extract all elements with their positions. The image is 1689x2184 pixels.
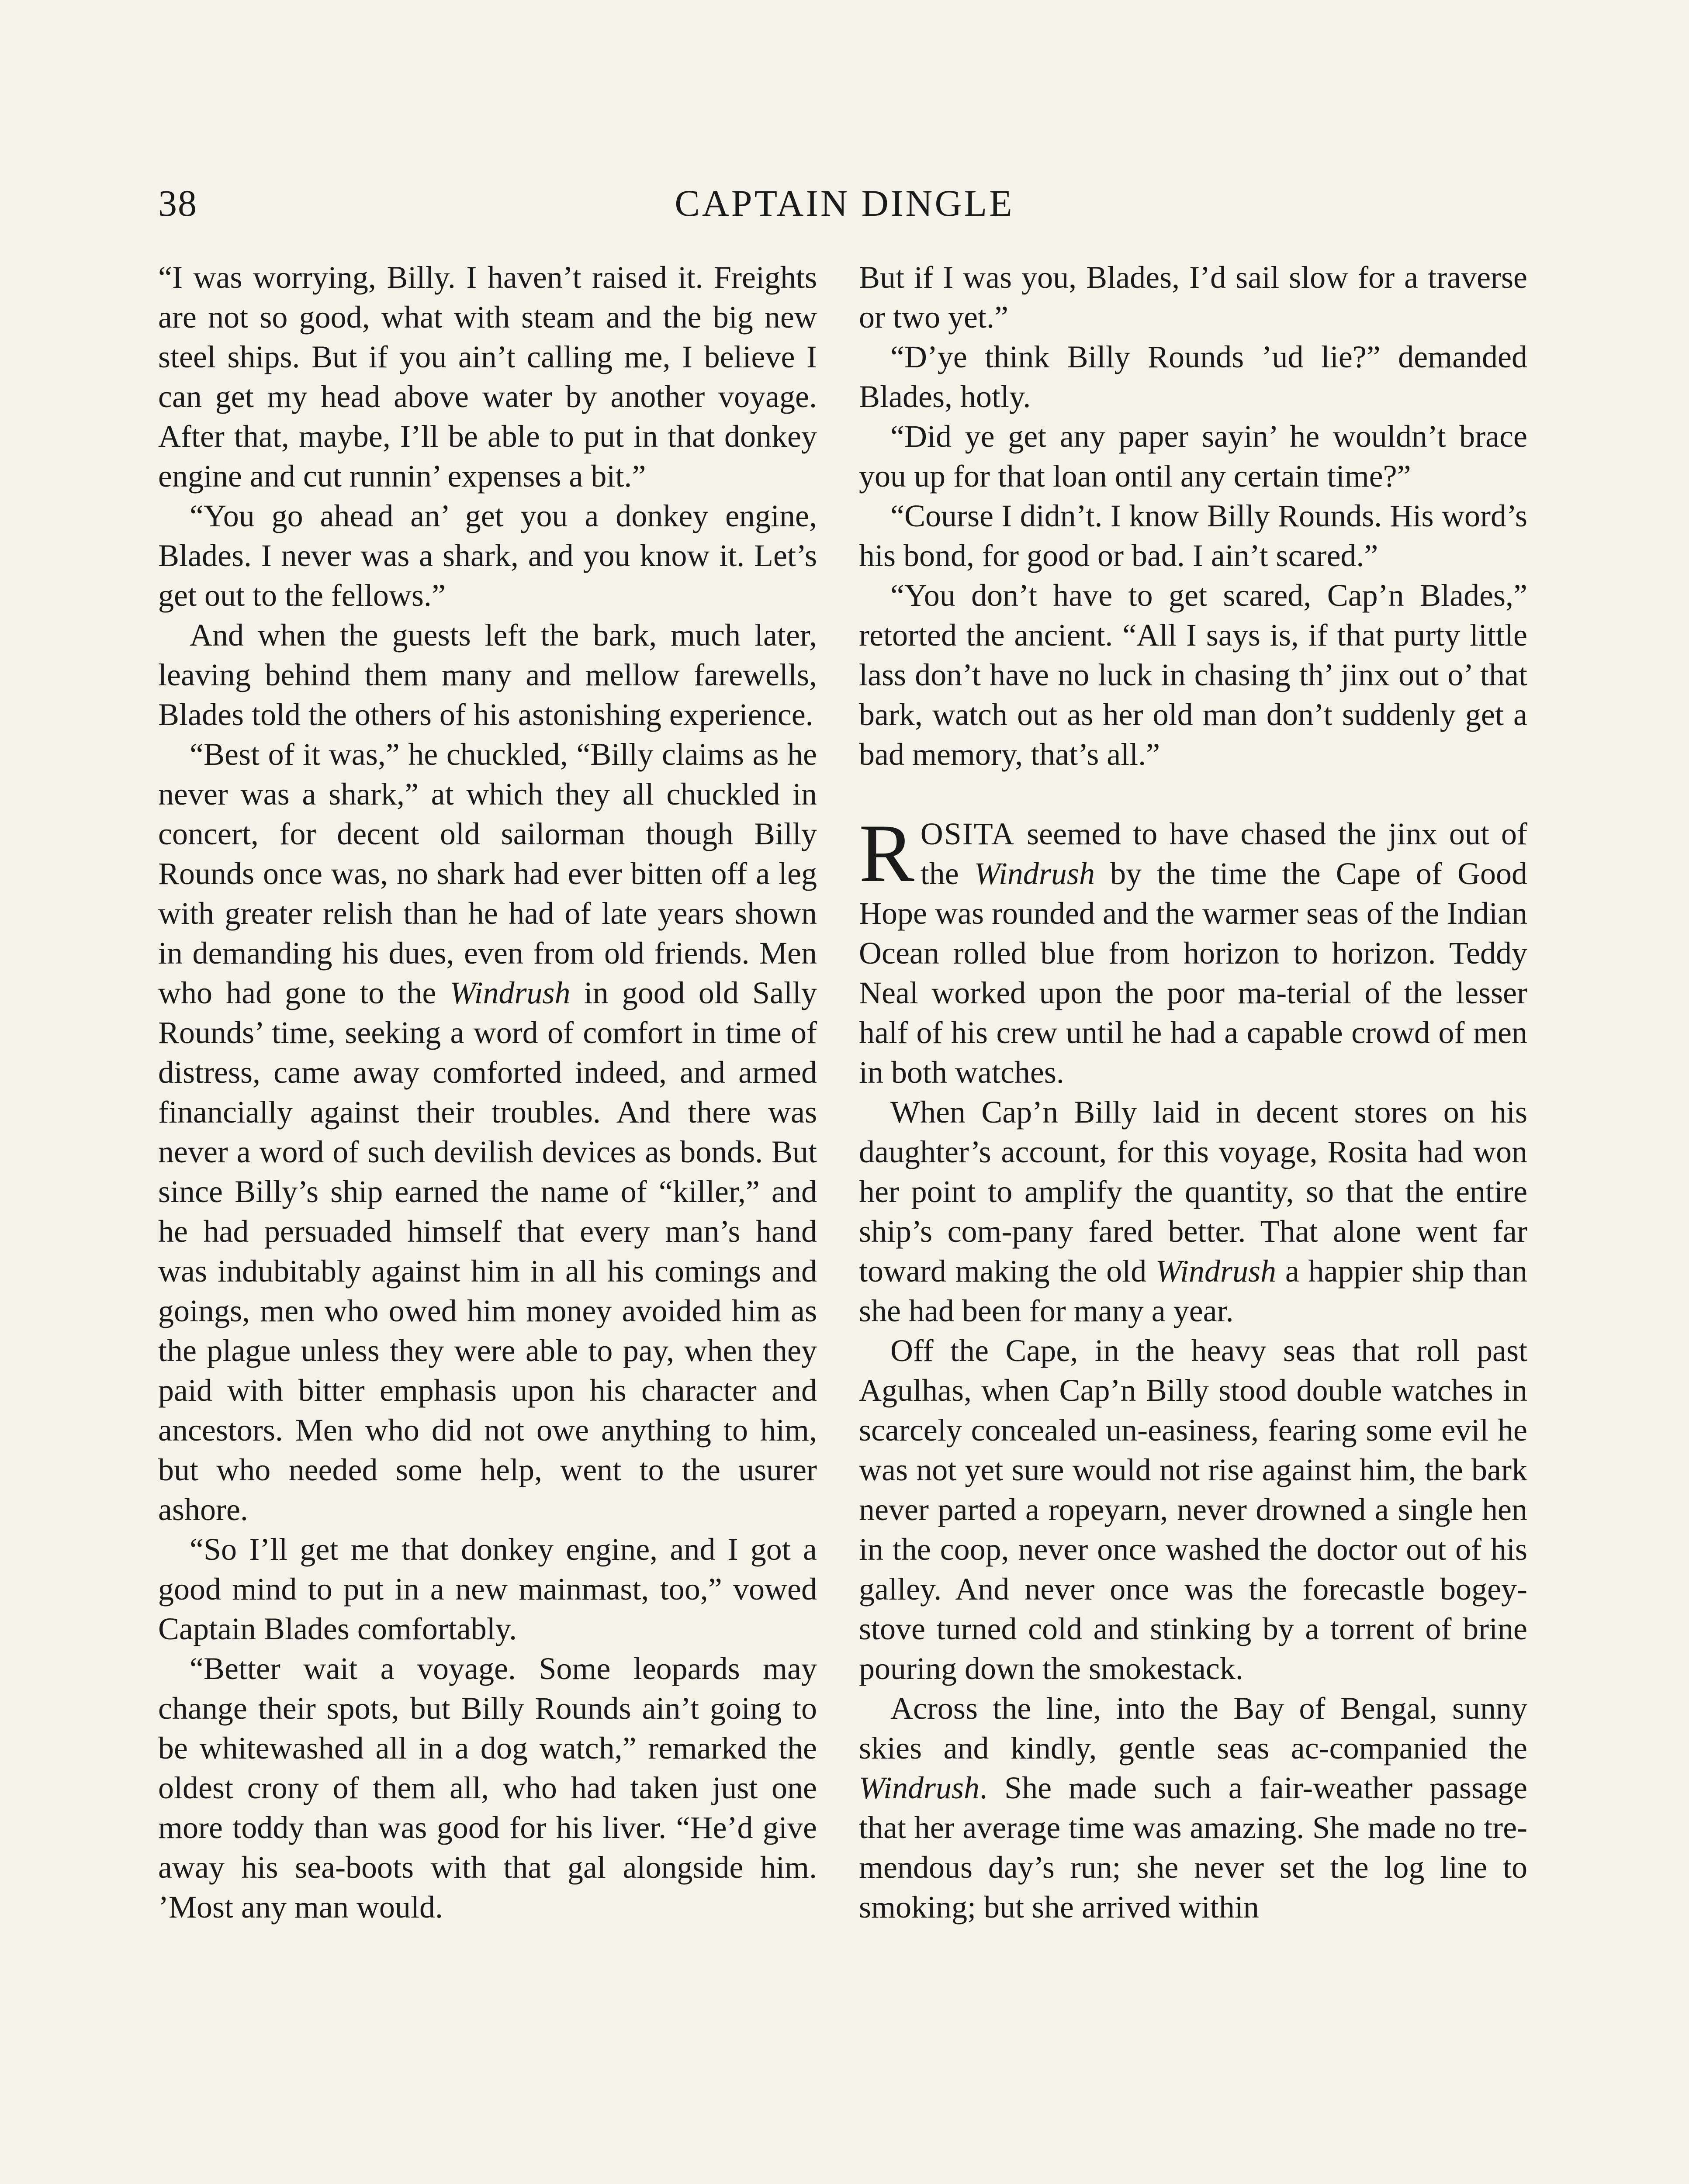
text-run: by the time the Cape of Good Hope was rounded and the warmer seas of the Indian Ocean rolled blue from horizon to horizon. Teddy Neal worked upon the poor ma-terial of the lesser half of his crew until he had a capable crowd of men in both watches. [859, 856, 1527, 1090]
text-run: in good old Sally Rounds’ time, seeking a word of comfort in time of distress, came away comforted indeed, and armed financially against their troubles. And there was never a word of such devilish devices as bonds. But since Billy’s ship earned the name of “killer,” and he had persuaded himself that every man’s hand was indubitably against him in all his comings and goings, men who owed him money avoided him as the plague unless they were able to pay, when they paid with bitter emphasis upon his character and ancestors. Men who did not owe anything to him, but who needed some help, went to the usurer ashore. [158, 975, 817, 1527]
text-run: a happier ship than she had been for many a year. [859, 1254, 1527, 1328]
paragraph: “Did ye get any paper sayin’ he wouldn’t brace you up for that loan ontil any certain time?” [859, 419, 1527, 494]
paragraph: “D’ye think Billy Rounds ’ud lie?” demanded Blades, hotly. [859, 339, 1527, 414]
page-header [0, 179, 1689, 227]
ship-name: Windrush [1155, 1254, 1277, 1289]
left-column [158, 258, 817, 2184]
paragraph: “You go ahead an’ get you a donkey engine, Blades. I never was a shark, and you know it. Let’s get out to the fellows.” [158, 498, 817, 613]
paragraph: “I was worrying, Billy. I haven’t raised it. Freights are not so good, what with steam and the big new steel ships. But if you ain’t calling me, I believe I can get my head above water by another voyage. After that, maybe, I’ll be able to put in that donkey engine and cut runnin’ expenses a bit.” [158, 260, 817, 494]
section-opening-paragraph [859, 808, 1527, 1092]
ship-name: Windrush [974, 856, 1095, 891]
text-run: “Best of it was,” he chuckled, “Billy claims as he never was a shark,” at which they all chuckled in concert, for decent old sailorman though Billy Rounds once was, no shark had ever bitten off a leg with greater relish than he had of late years shown in demanding his dues, even from old friends. Men who had gone to the [158, 737, 817, 1010]
paragraph: But if I was you, Blades, I’d sail slow for a traverse or two yet.” [859, 260, 1527, 335]
paragraph: “So I’ll get me that donkey engine, and I got a good mind to put in a new mainmast, too,” vowed Captain Blades comfortably. [158, 1532, 817, 1646]
drop-cap: R [859, 808, 914, 899]
text-run: seemed to have chased the jinx out of the [920, 816, 1527, 891]
ship-name: Windrush [859, 1770, 980, 1805]
paragraph [859, 1092, 1527, 1331]
paragraph: “Better wait a voyage. Some leopards may change their spots, but Billy Rounds ain’t going to be whitewashed all in a dog watch,” remarked the oldest crony of them all, who had taken just one more toddy than was good for his liver. “He’d give away his sea-boots with that gal alongside him. ’Most any man would. [158, 1651, 817, 1925]
small-caps-word: OSITA [920, 816, 1015, 851]
text-run: Across the line, into the Bay of Bengal, sunny skies and kindly, gentle seas ac-companied the [859, 1691, 1527, 1766]
paragraph [859, 1689, 1527, 1927]
paragraph: “You don’t have to get scared, Cap’n Blades,” retorted the ancient. “All I says is, if that purty little lass don’t have no luck in chasing th’ jinx out o’ that bark, watch out as her old man don’t suddenly get a bad memory, that’s all.” [859, 578, 1527, 772]
right-column [859, 258, 1527, 2184]
paragraph: Off the Cape, in the heavy seas that roll past Agulhas, when Cap’n Billy stood double watches in scarcely concealed un-easiness, fearing some evil he was not yet sure would not rise against him, the bark never parted a ropeyarn, never drowned a single hen in the coop, never once washed the doctor out of his galley. And never once was the forecastle bogey-stove turned cold and stinking by a torrent of brine pouring down the smokestack. [859, 1333, 1527, 1686]
text-run: . She made such a fair-weather passage that her average time was amazing. She made no tre-mendous day’s run; she never set the log line to smoking; but she arrived within [859, 1770, 1527, 1925]
text-run: When Cap’n Billy laid in decent stores on his daughter’s account, for this voyage, Rosita had won her point to amplify the quantity, so that the entire ship’s com-pany fared better. That alone went far toward making the old [859, 1095, 1527, 1289]
page-number: 38 [158, 182, 197, 224]
paragraph: And when the guests left the bark, much later, leaving behind them many and mellow farewells, Blades told the others of his astonishing experience. [158, 618, 817, 732]
paragraph: “Course I didn’t. I know Billy Rounds. His word’s his bond, for good or bad. I ain’t scared.” [859, 498, 1527, 573]
running-head: CAPTAIN DINGLE [675, 182, 1014, 224]
paragraph [158, 735, 817, 1530]
ship-name: Windrush [450, 975, 571, 1010]
